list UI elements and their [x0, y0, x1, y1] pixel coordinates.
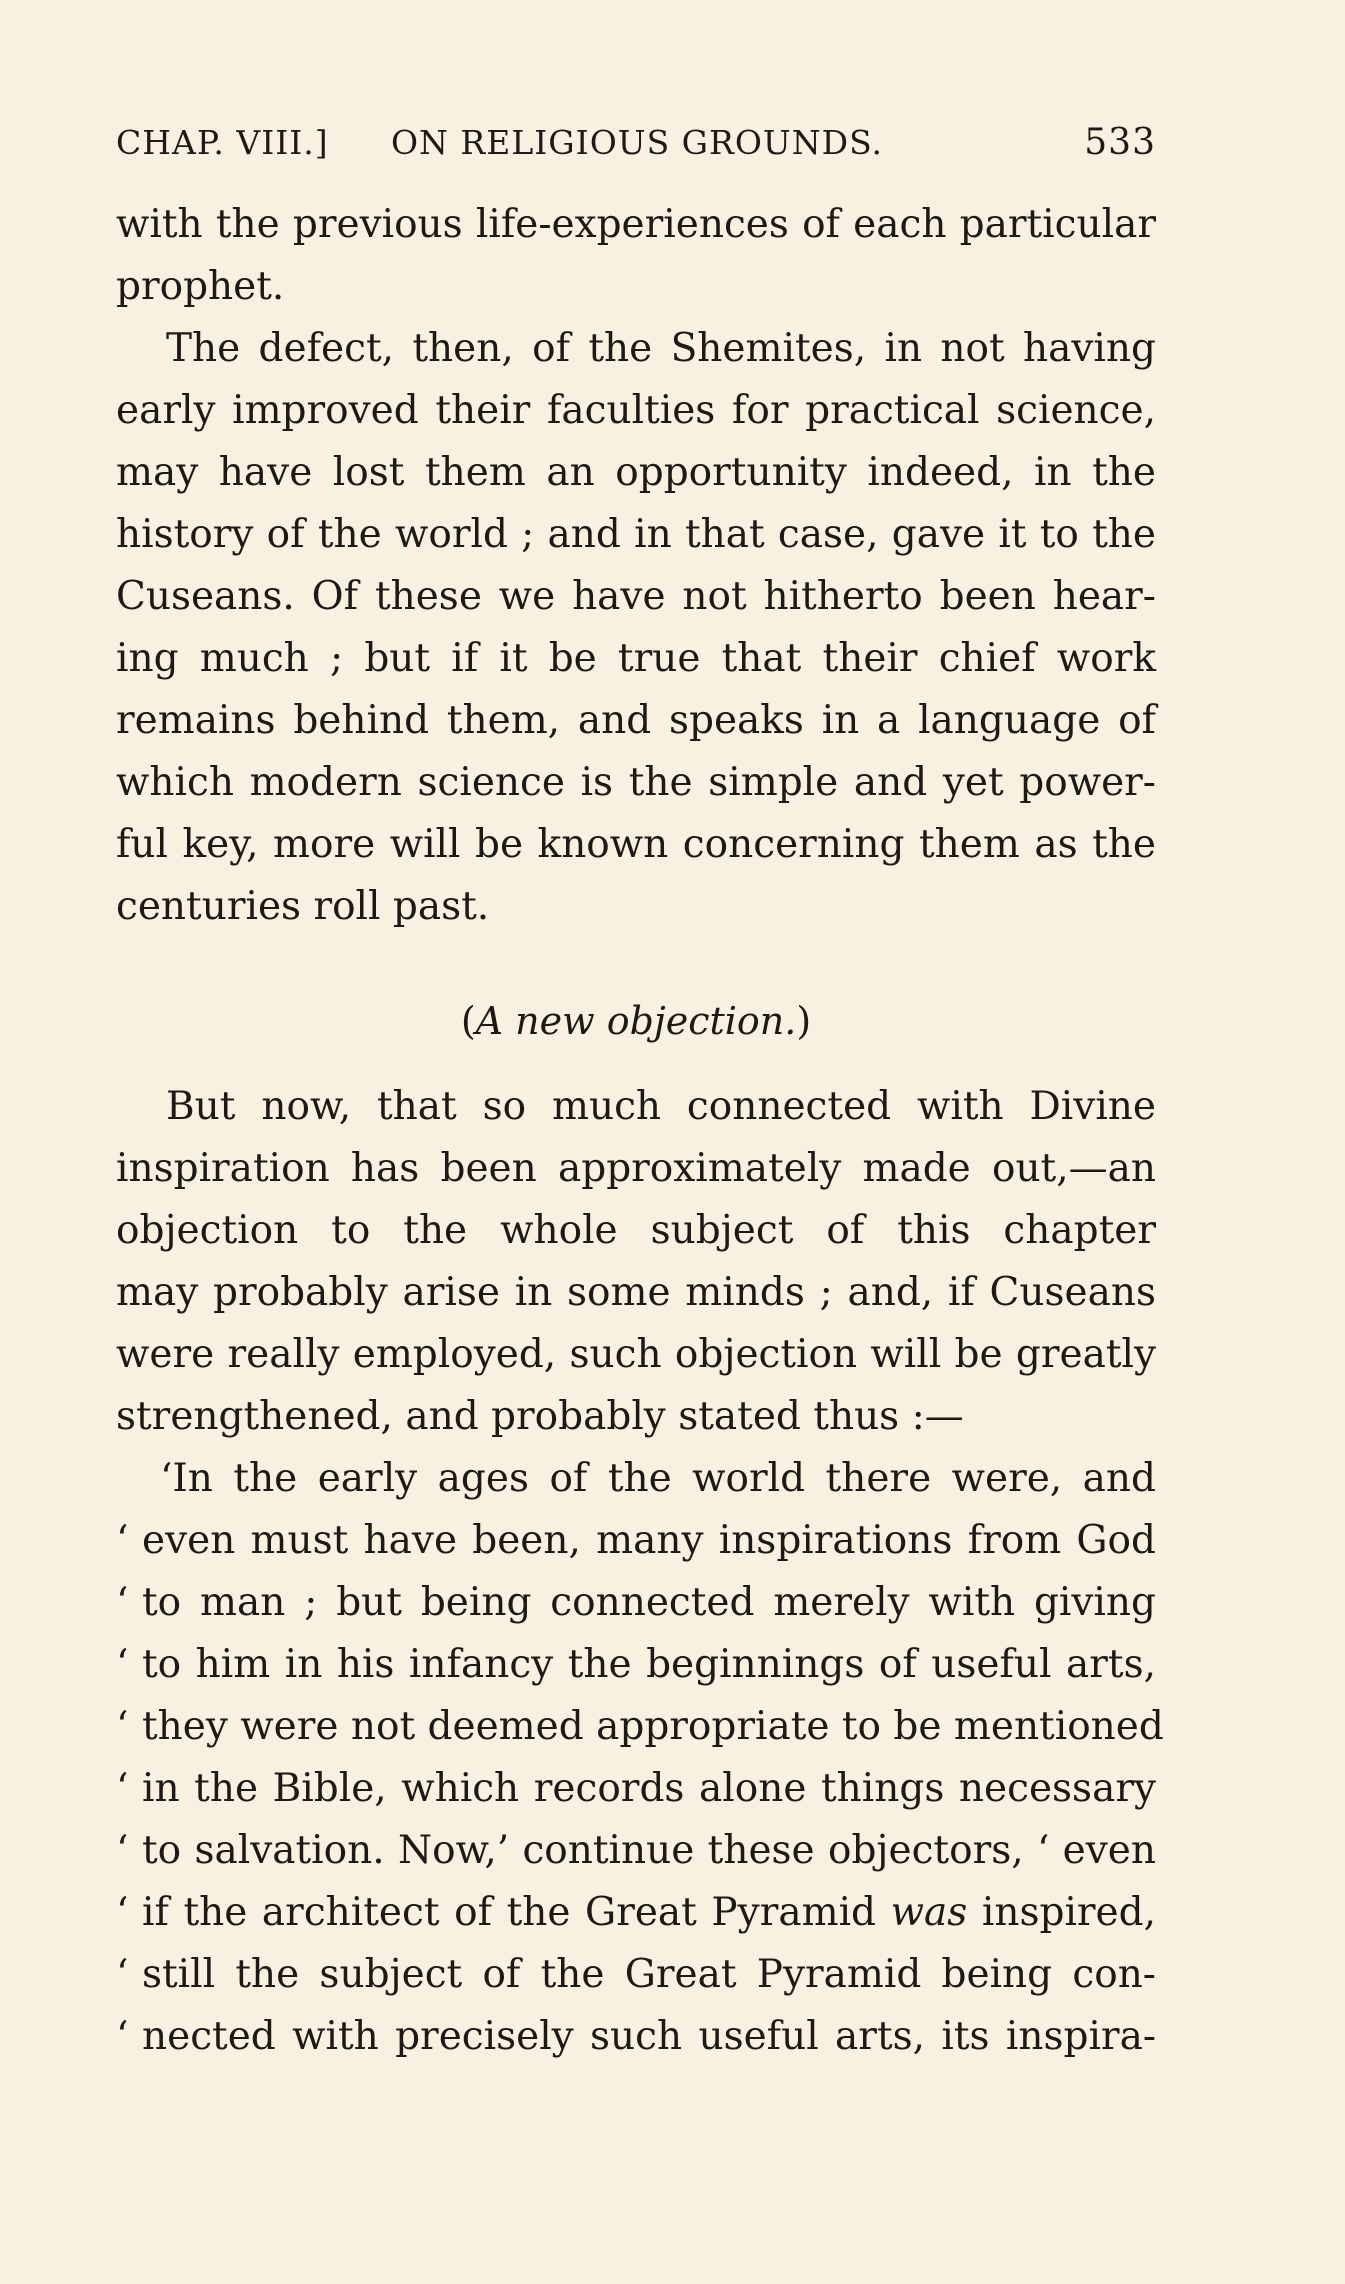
quote-line: [116, 1634, 1156, 1696]
quote-line: [116, 1758, 1156, 1820]
quote-line: [116, 1572, 1156, 1634]
chapter-label: CHAP. VIII.]: [116, 123, 329, 162]
text-line: history of the world ; and in that case, gave it to the: [116, 512, 1156, 557]
heading-text: A new objection.: [475, 999, 797, 1043]
text-line: may probably arise in some minds ; and, if Cuseans: [116, 1270, 1156, 1315]
text-line: ful key, more will be known concerning them as the: [116, 822, 1156, 867]
quote-line: [116, 1944, 1156, 2006]
quote-text: if the architect of the Great Pyramid: [142, 1890, 877, 1935]
quote-text: nected with precisely such useful arts, its inspira-: [142, 2014, 1156, 2059]
section-heading: [116, 990, 1156, 1052]
quote-text: still the subject of the Great Pyramid being con-: [142, 1952, 1156, 1997]
text-line: which modern science is the simple and yet power-: [116, 760, 1156, 805]
quote-line: [116, 1448, 1156, 1510]
text-line: early improved their faculties for practical science,: [116, 388, 1156, 433]
quote-text: even must have been, many inspirations from God: [142, 1518, 1156, 1563]
text-line: But now, that so much connected with Divine: [166, 1084, 1156, 1129]
quote-mark: ‘: [160, 1456, 173, 1501]
running-title: ON RELIGIOUS GROUNDS.: [391, 123, 883, 162]
quote-text: In the early ages of the world there were, and: [172, 1456, 1156, 1501]
text-line: inspiration has been approximately made out,—an: [116, 1146, 1156, 1191]
quote-text-end: inspired,: [981, 1890, 1157, 1935]
quote-text: to salvation. Now,’ continue these objectors, ‘ even: [142, 1828, 1156, 1873]
quote-line: [116, 1820, 1156, 1882]
text-line: strengthened, and probably stated thus :—: [116, 1394, 964, 1439]
text-line: centuries roll past.: [116, 884, 490, 929]
text-line: The defect, then, of the Shemites, in not having: [166, 326, 1156, 371]
quote-mark: ‘: [116, 1642, 129, 1687]
quote-mark: ‘: [116, 1580, 129, 1625]
quote-mark: ‘: [116, 1766, 129, 1811]
quote-mark: ‘: [116, 1828, 129, 1873]
text-line: prophet.: [116, 264, 285, 309]
quote-mark: ‘: [116, 1704, 129, 1749]
italic-word: was: [890, 1890, 968, 1935]
quote-text: to him in his infancy the beginnings of useful arts,: [142, 1642, 1156, 1687]
quote-mark: ‘: [116, 2014, 129, 2059]
text-line: remains behind them, and speaks in a language of: [116, 698, 1156, 743]
quote-line: [116, 2006, 1156, 2068]
quote-line: [116, 1882, 1156, 1944]
page-number: 533: [1084, 122, 1156, 163]
running-head: [116, 118, 1156, 168]
text-line: may have lost them an opportunity indeed, in the: [116, 450, 1156, 495]
quote-mark: ‘: [116, 1518, 129, 1563]
quote-text: they were not deemed appropriate to be mentioned: [142, 1704, 1164, 1749]
text-line: with the previous life-experiences of each particular: [116, 202, 1156, 247]
quote-text: in the Bible, which records alone things necessary: [142, 1766, 1156, 1811]
quote-line: [116, 1696, 1164, 1758]
quote-text: to man ; but being connected merely with giving: [142, 1580, 1156, 1625]
heading-open-paren: (: [460, 999, 476, 1043]
text-line: objection to the whole subject of this chapter: [116, 1208, 1156, 1253]
text-line: were really employed, such objection will be greatly: [116, 1332, 1156, 1377]
heading-close-paren: ): [796, 999, 812, 1043]
text-line: ing much ; but if it be true that their chief work: [116, 636, 1156, 681]
text-line: Cuseans. Of these we have not hitherto been hear-: [116, 574, 1156, 619]
quote-mark: ‘: [116, 1952, 129, 1997]
quote-line: [116, 1510, 1156, 1572]
quote-mark: ‘: [116, 1890, 129, 1935]
